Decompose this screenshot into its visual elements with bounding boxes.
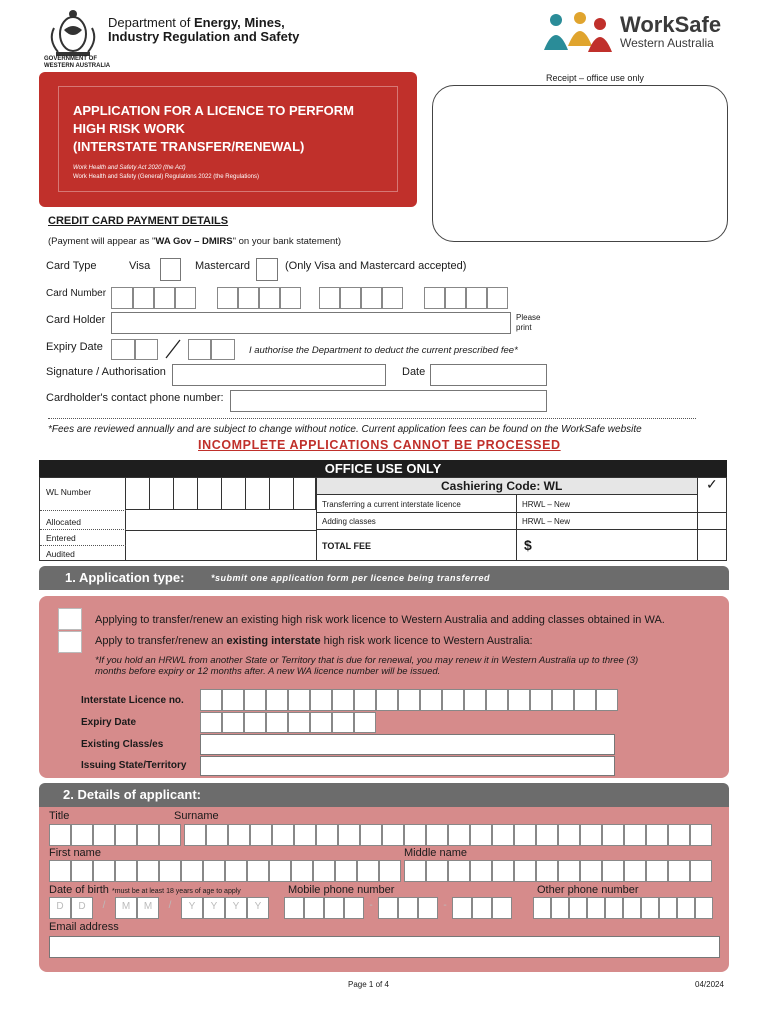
first-name-char[interactable]	[181, 860, 203, 882]
dob-text: Date of birth	[49, 884, 109, 896]
dob-month-1[interactable]: M	[115, 897, 137, 919]
surname-char[interactable]	[184, 824, 206, 846]
card-digit[interactable]	[319, 287, 340, 309]
worksafe-title: WorkSafe	[620, 12, 722, 37]
surname-char[interactable]	[338, 824, 360, 846]
title-char[interactable]	[93, 824, 115, 846]
email-label: Email address	[49, 921, 119, 933]
dob-year-2[interactable]: Y	[203, 897, 225, 919]
middle-name-char[interactable]	[558, 860, 580, 882]
middle-name-char[interactable]	[624, 860, 646, 882]
licence-digit[interactable]	[574, 689, 596, 711]
first-name-char[interactable]	[225, 860, 247, 882]
mobile-dash-2: -	[443, 900, 447, 911]
allocated-label: Allocated	[46, 517, 81, 527]
dept-name-b: Energy, Mines,	[194, 15, 285, 30]
surname-char[interactable]	[558, 824, 580, 846]
middle-name-char[interactable]	[580, 860, 602, 882]
dob-day-2[interactable]: D	[71, 897, 93, 919]
card-digit[interactable]	[111, 287, 133, 309]
total-fee-value: $	[524, 537, 532, 553]
surname-char[interactable]	[580, 824, 602, 846]
payment-note-b: WA Gov – DMIRS	[155, 236, 233, 247]
licence-digit[interactable]	[376, 689, 398, 711]
surname-char[interactable]	[668, 824, 690, 846]
fees-note: *Fees are reviewed annually and are subject to change without notice. Current application fees can be found on the WorkSafe website	[48, 424, 642, 435]
middle-name-char[interactable]	[668, 860, 690, 882]
mobile-label: Mobile phone number	[288, 884, 395, 896]
middle-name-char[interactable]	[492, 860, 514, 882]
card-holder-input[interactable]	[111, 312, 511, 334]
middle-name-char[interactable]	[470, 860, 492, 882]
section1-header	[39, 566, 729, 590]
receipt-label: Receipt – office use only	[546, 73, 644, 83]
option1-checkbox[interactable]	[58, 608, 82, 630]
other-phone-digit[interactable]	[551, 897, 569, 919]
wl-number-cells[interactable]	[126, 478, 316, 510]
licence-digit[interactable]	[464, 689, 486, 711]
first-name-char[interactable]	[93, 860, 115, 882]
dob-label	[49, 884, 241, 896]
mobile-digit[interactable]	[344, 897, 364, 919]
section2-panel	[39, 807, 729, 972]
visa-label: Visa	[129, 260, 151, 272]
mobile-digit[interactable]	[452, 897, 472, 919]
hrwl-new-1: HRWL – New	[522, 500, 571, 509]
licence-digit[interactable]	[530, 689, 552, 711]
contact-input[interactable]	[230, 390, 547, 412]
expiry-digit[interactable]	[111, 339, 135, 360]
other-phone-label: Other phone number	[537, 884, 639, 896]
section2-title: 2. Details of applicant:	[63, 787, 201, 802]
classes-label: Existing Class/es	[81, 739, 164, 750]
email-input[interactable]	[49, 936, 720, 958]
option1-text: Applying to transfer/renew an existing high risk work licence to Western Australia and adding classes obtained in WA.	[95, 614, 665, 626]
licence-digit[interactable]	[442, 689, 464, 711]
mastercard-checkbox[interactable]	[256, 258, 278, 281]
s1-expiry-digit[interactable]	[222, 712, 244, 733]
card-digit[interactable]	[175, 287, 196, 309]
other-phone-digit[interactable]	[605, 897, 623, 919]
dob-year-4[interactable]: Y	[247, 897, 269, 919]
mobile-digit[interactable]	[304, 897, 324, 919]
signature-label: Signature / Authorisation	[46, 366, 166, 378]
first-name-label: First name	[49, 847, 101, 859]
middle-name-char[interactable]	[426, 860, 448, 882]
wl-number-label: WL Number	[46, 487, 92, 497]
licence-digit[interactable]	[222, 689, 244, 711]
mobile-digit[interactable]	[472, 897, 492, 919]
audited-label: Audited	[46, 549, 75, 559]
first-name-char[interactable]	[49, 860, 71, 882]
adding-classes-label: Adding classes	[322, 517, 376, 526]
mobile-digit[interactable]	[324, 897, 344, 919]
card-digit[interactable]	[487, 287, 508, 309]
dob-slash-2: /	[168, 900, 172, 911]
surname-char[interactable]	[206, 824, 228, 846]
mobile-digit[interactable]	[398, 897, 418, 919]
issuing-label: Issuing State/Territory	[81, 760, 187, 771]
middle-name-char[interactable]	[448, 860, 470, 882]
s1-expiry-digit[interactable]	[310, 712, 332, 733]
date-input[interactable]	[430, 364, 547, 386]
form-date: 04/2024	[695, 980, 724, 989]
surname-char[interactable]	[536, 824, 558, 846]
worksafe-subtitle: Western Australia	[620, 36, 714, 50]
dept-name	[108, 15, 285, 30]
card-digit[interactable]	[466, 287, 487, 309]
card-digit[interactable]	[259, 287, 280, 309]
licence-digit[interactable]	[420, 689, 442, 711]
first-name-char[interactable]	[71, 860, 93, 882]
office-table	[39, 477, 727, 561]
option2-checkbox[interactable]	[58, 631, 82, 653]
surname-char[interactable]	[448, 824, 470, 846]
contact-label: Cardholder's contact phone number:	[46, 392, 224, 404]
worksafe-logo-icon	[540, 10, 618, 54]
s1-expiry-digit[interactable]	[266, 712, 288, 733]
payment-note-a: (Payment will appear as "	[48, 236, 156, 247]
surname-char[interactable]	[646, 824, 668, 846]
section2-header	[39, 783, 729, 807]
s1-expiry-label: Expiry Date	[81, 717, 137, 728]
dept-name-line2: Industry Regulation and Safety	[108, 29, 300, 44]
s1-expiry-digit[interactable]	[288, 712, 310, 733]
expiry-digit[interactable]	[135, 339, 158, 360]
surname-char[interactable]	[272, 824, 294, 846]
licence-digit[interactable]	[398, 689, 420, 711]
surname-char[interactable]	[250, 824, 272, 846]
other-phone-digit[interactable]	[677, 897, 695, 919]
licence-digit[interactable]	[244, 689, 266, 711]
classes-input[interactable]	[200, 734, 615, 755]
hrwl-new-2: HRWL – New	[522, 517, 571, 526]
card-digit[interactable]	[154, 287, 175, 309]
s1-expiry-digit[interactable]	[200, 712, 222, 733]
title-line-1: APPLICATION FOR A LICENCE TO PERFORM	[73, 103, 354, 118]
middle-name-label: Middle name	[404, 847, 467, 859]
middle-name-char[interactable]	[536, 860, 558, 882]
cashiering-code: Cashiering Code: WL	[441, 479, 563, 493]
other-phone-digit[interactable]	[659, 897, 677, 919]
interstate-no-label: Interstate Licence no.	[81, 695, 184, 706]
issuing-input[interactable]	[200, 756, 615, 776]
licence-digit[interactable]	[288, 689, 310, 711]
title-label: Title	[49, 810, 70, 822]
other-phone-digit[interactable]	[587, 897, 605, 919]
licence-digit[interactable]	[596, 689, 618, 711]
title-panel	[39, 72, 417, 207]
first-name-char[interactable]	[137, 860, 159, 882]
surname-char[interactable]	[294, 824, 316, 846]
payment-note-c: " on your bank statement)	[232, 236, 342, 247]
act-line-2: Work Health and Safety (General) Regulations 2022 (the Regulations)	[73, 174, 259, 180]
mobile-dash-1: -	[369, 900, 373, 911]
middle-name-char[interactable]	[690, 860, 712, 882]
receipt-box[interactable]	[432, 85, 728, 242]
transferring-label: Transferring a current interstate licence	[322, 500, 461, 509]
incomplete-warning: INCOMPLETE APPLICATIONS CANNOT BE PROCESSED	[198, 438, 561, 452]
dob-note: *must be at least 18 years of age to apply	[111, 888, 241, 895]
gov-line-2: WESTERN AUSTRALIA	[44, 63, 111, 69]
surname-char[interactable]	[690, 824, 712, 846]
licence-digit[interactable]	[200, 689, 222, 711]
mobile-digit[interactable]	[378, 897, 398, 919]
surname-char[interactable]	[602, 824, 624, 846]
option2-c: high risk work licence to Western Australia:	[320, 635, 533, 647]
first-name-char[interactable]	[203, 860, 225, 882]
total-fee-label: TOTAL FEE	[322, 541, 372, 551]
first-name-char[interactable]	[247, 860, 269, 882]
dob-year-3[interactable]: Y	[225, 897, 247, 919]
s1-expiry-digit[interactable]	[244, 712, 266, 733]
card-digit[interactable]	[280, 287, 301, 309]
first-name-char[interactable]	[335, 860, 357, 882]
licence-digit[interactable]	[486, 689, 508, 711]
section1-panel	[39, 596, 729, 778]
card-digit[interactable]	[424, 287, 445, 309]
fees-divider	[48, 418, 696, 419]
title-char[interactable]	[71, 824, 93, 846]
licence-digit[interactable]	[310, 689, 332, 711]
surname-char[interactable]	[382, 824, 404, 846]
expiry-digit[interactable]	[211, 339, 235, 360]
option2-text	[95, 635, 533, 647]
renewal-note-1: *If you hold an HRWL from another State or Territory that is due for renewal, you may renew it in Western Australia up to three (3)	[95, 655, 639, 666]
mobile-digit[interactable]	[284, 897, 304, 919]
first-name-char[interactable]	[291, 860, 313, 882]
card-digit[interactable]	[133, 287, 154, 309]
other-phone-digit[interactable]	[533, 897, 551, 919]
surname-char[interactable]	[404, 824, 426, 846]
title-char[interactable]	[115, 824, 137, 846]
title-char[interactable]	[49, 824, 71, 846]
card-digit[interactable]	[217, 287, 238, 309]
surname-char[interactable]	[624, 824, 646, 846]
office-heading: OFFICE USE ONLY	[324, 461, 442, 476]
licence-digit[interactable]	[266, 689, 288, 711]
licence-digit[interactable]	[332, 689, 354, 711]
surname-label: Surname	[174, 810, 219, 822]
dob-slash-1: /	[102, 900, 106, 911]
s1-expiry-digit[interactable]	[332, 712, 354, 733]
mobile-digit[interactable]	[418, 897, 438, 919]
checkmark-icon: ✓	[706, 476, 718, 492]
surname-char[interactable]	[514, 824, 536, 846]
card-type-label: Card Type	[46, 260, 97, 272]
title-char[interactable]	[159, 824, 181, 846]
entered-label: Entered	[46, 533, 76, 543]
card-digit[interactable]	[382, 287, 403, 309]
surname-char[interactable]	[228, 824, 250, 846]
act-line-1: Work Health and Safety Act 2020 (the Act)	[73, 165, 186, 171]
card-digit[interactable]	[238, 287, 259, 309]
authorise-text: I authorise the Department to deduct the current prescribed fee*	[249, 345, 518, 356]
dept-name-a: Department of	[108, 15, 194, 30]
mastercard-label: Mastercard	[195, 260, 251, 272]
title-line-3: (INTERSTATE TRANSFER/RENEWAL)	[73, 139, 305, 154]
section1-title: 1. Application type:	[65, 570, 185, 585]
first-name-char[interactable]	[313, 860, 335, 882]
card-digit[interactable]	[445, 287, 466, 309]
first-name-char[interactable]	[115, 860, 137, 882]
dob-day-1[interactable]: D	[49, 897, 71, 919]
first-name-char[interactable]	[357, 860, 379, 882]
licence-digit[interactable]	[354, 689, 376, 711]
licence-digit[interactable]	[508, 689, 530, 711]
coat-of-arms-icon	[44, 8, 102, 60]
expiry-slash	[162, 338, 184, 360]
accepted-note: (Only Visa and Mastercard accepted)	[285, 260, 467, 272]
middle-name-char[interactable]	[646, 860, 668, 882]
payment-note	[48, 236, 341, 247]
card-number-label: Card Number	[46, 288, 107, 299]
dob-month-2[interactable]: M	[137, 897, 159, 919]
card-holder-label: Card Holder	[46, 314, 106, 326]
surname-char[interactable]	[492, 824, 514, 846]
option2-a: Apply to transfer/renew an	[95, 635, 227, 647]
title-line-2: HIGH RISK WORK	[73, 121, 185, 136]
office-heading-bar	[39, 460, 727, 477]
gov-line-1: GOVERNMENT OF	[44, 56, 98, 62]
first-name-char[interactable]	[379, 860, 401, 882]
s1-expiry-digit[interactable]	[354, 712, 376, 733]
renewal-note-2: months before expiry or 12 months after. A new WA licence number will be issued.	[95, 666, 441, 677]
dob-year-1[interactable]: Y	[181, 897, 203, 919]
please-print-note: Please print	[516, 313, 541, 332]
first-name-char[interactable]	[269, 860, 291, 882]
date-label: Date	[402, 366, 426, 378]
cashiering-header	[317, 478, 697, 495]
card-digit[interactable]	[340, 287, 361, 309]
section1-subtitle: *submit one application form per licence being transferred	[211, 573, 491, 583]
other-phone-digit[interactable]	[569, 897, 587, 919]
middle-name-char[interactable]	[404, 860, 426, 882]
card-digit[interactable]	[361, 287, 382, 309]
licence-digit[interactable]	[552, 689, 574, 711]
visa-checkbox[interactable]	[160, 258, 181, 281]
first-name-char[interactable]	[159, 860, 181, 882]
surname-char[interactable]	[426, 824, 448, 846]
expiry-digit[interactable]	[188, 339, 211, 360]
other-phone-digit[interactable]	[623, 897, 641, 919]
expiry-label: Expiry Date	[46, 341, 103, 353]
option2-b: existing interstate	[226, 635, 321, 647]
middle-name-char[interactable]	[514, 860, 536, 882]
other-phone-digit[interactable]	[695, 897, 713, 919]
surname-char[interactable]	[316, 824, 338, 846]
surname-char[interactable]	[470, 824, 492, 846]
page-number: Page 1 of 4	[348, 980, 389, 989]
title-char[interactable]	[137, 824, 159, 846]
middle-name-char[interactable]	[602, 860, 624, 882]
other-phone-digit[interactable]	[641, 897, 659, 919]
signature-input[interactable]	[172, 364, 386, 386]
payment-heading: CREDIT CARD PAYMENT DETAILS	[48, 215, 229, 227]
surname-char[interactable]	[360, 824, 382, 846]
mobile-digit[interactable]	[492, 897, 512, 919]
